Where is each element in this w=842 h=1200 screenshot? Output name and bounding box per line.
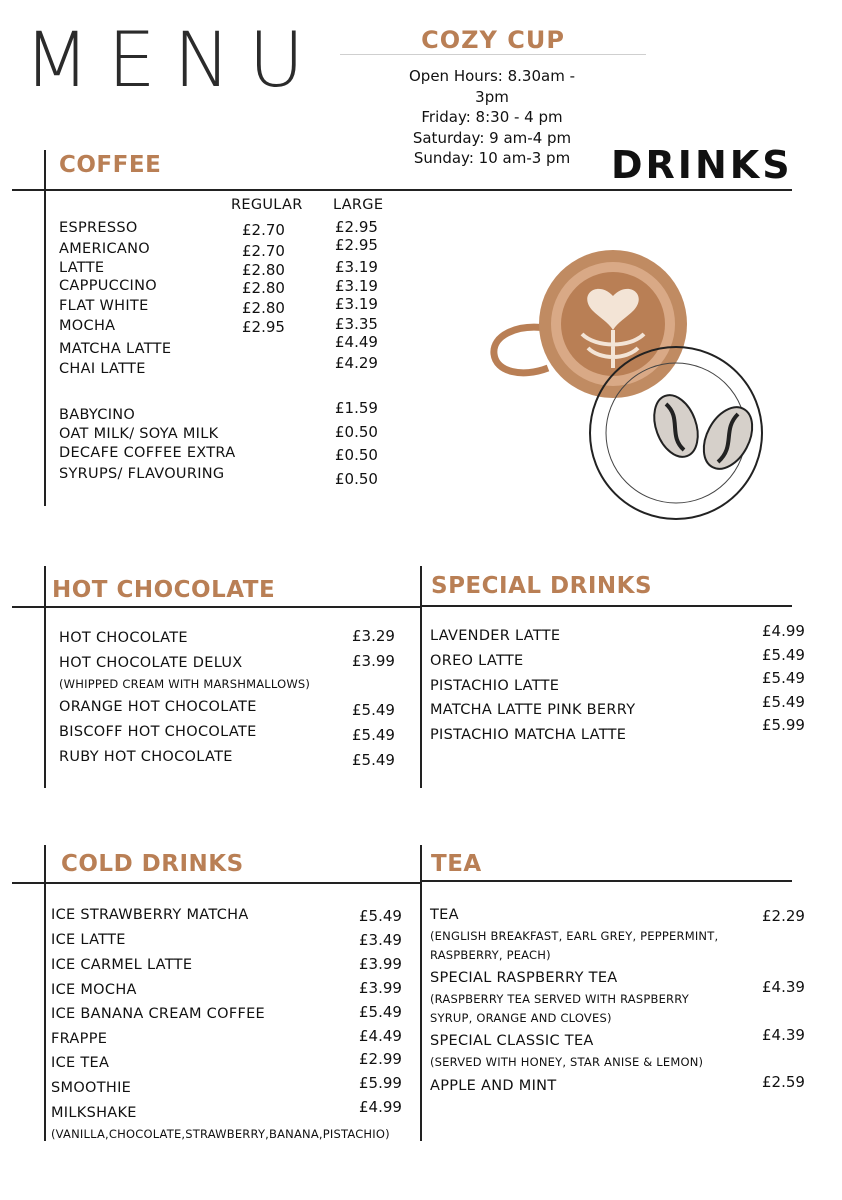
opening-hours — [392, 66, 592, 169]
coffee-extra-price: £0.50 — [335, 423, 378, 441]
special-drinks-vertical-rule — [420, 566, 422, 788]
coffee-regular-price: £2.80 — [242, 279, 285, 297]
milkshake-flavours-note: (VANILLA,CHOCOLATE,STRAWBERRY,BANANA,PISTACHIO) — [51, 1127, 390, 1141]
coffee-large-price: £2.95 — [335, 218, 378, 236]
coffee-section-title: COFFEE — [59, 152, 162, 178]
coffee-regular-price: £2.80 — [242, 299, 285, 317]
hot-chocolate-item-name: HOT CHOCOLATE DELUX — [59, 655, 243, 671]
hot-chocolate-price: £5.49 — [352, 701, 395, 719]
coffee-extra-name: DECAFE COFFEE EXTRA — [59, 445, 236, 461]
coffee-item-name: CHAI LATTE — [59, 361, 146, 377]
coffee-item-name: LATTE — [59, 260, 105, 276]
cold-drink-price: £5.49 — [359, 907, 402, 925]
hours-line: Saturday: 9 am-4 pm — [412, 128, 572, 147]
tea-item-price: £2.29 — [762, 907, 805, 925]
special-drink-price: £4.99 — [762, 622, 805, 640]
hot-chocolate-horizontal-rule — [12, 606, 422, 608]
coffee-item-name: ESPRESSO — [59, 220, 138, 236]
cold-drink-name: ICE BANANA CREAM COFFEE — [51, 1006, 266, 1022]
drinks-heading: DRINKS — [611, 143, 793, 187]
special-drink-price: £5.99 — [762, 716, 805, 734]
cold-drink-name: FRAPPE — [51, 1031, 108, 1047]
coffee-extra-price: £1.59 — [335, 399, 378, 417]
coffee-regular-price: £2.95 — [242, 318, 285, 336]
coffee-extra-name: SYRUPS/ FLAVOURING — [59, 466, 225, 482]
hot-chocolate-price: £3.99 — [352, 652, 395, 670]
hot-chocolate-item-name: ORANGE HOT CHOCOLATE — [59, 699, 257, 715]
coffee-large-price: £2.95 — [335, 236, 378, 254]
cold-drink-name: ICE MOCHA — [51, 982, 137, 998]
coffee-large-price: £4.49 — [335, 333, 378, 351]
tea-item-note: (RASPBERRY TEA SERVED WITH RASPBERRY — [430, 992, 689, 1006]
coffee-item-name: MOCHA — [59, 318, 116, 334]
coffee-large-price: £3.19 — [335, 295, 378, 313]
cold-drink-price: £2.99 — [359, 1050, 402, 1068]
cold-drink-name: ICE CARMEL LATTE — [51, 957, 193, 973]
coffee-large-price: £3.19 — [335, 277, 378, 295]
special-drinks-horizontal-rule — [422, 605, 792, 607]
hot-chocolate-price: £3.29 — [352, 627, 395, 645]
coffee-item-name: AMERICANO — [59, 241, 150, 257]
hours-line: Open Hours: 8.30am - — [409, 67, 575, 85]
tea-item-name: APPLE AND MINT — [430, 1078, 557, 1094]
coffee-cup-illustration — [486, 236, 832, 546]
cold-drink-name: ICE LATTE — [51, 932, 126, 948]
coffee-vertical-rule — [44, 150, 46, 506]
tea-vertical-rule — [420, 845, 422, 1141]
cold-drink-name: MILKSHAKE — [51, 1105, 137, 1121]
coffee-extra-price: £0.50 — [335, 470, 378, 488]
hot-chocolate-price: £5.49 — [352, 726, 395, 744]
special-drink-name: OREO LATTE — [430, 653, 524, 669]
tea-horizontal-rule — [422, 880, 792, 882]
special-drink-price: £5.49 — [762, 693, 805, 711]
coffee-regular-price: £2.80 — [242, 261, 285, 279]
cold-drinks-section-title: COLD DRINKS — [61, 851, 244, 877]
coffee-item-name: FLAT WHITE — [59, 298, 149, 314]
coffee-regular-price: £2.70 — [242, 242, 285, 260]
hot-chocolate-price: £5.49 — [352, 751, 395, 769]
brand-name: COZY CUP — [421, 26, 565, 54]
hours-line: Friday: 8:30 - 4 pm — [421, 108, 563, 126]
tea-item-note: (SERVED WITH HONEY, STAR ANISE & LEMON) — [430, 1055, 704, 1069]
special-drink-price: £5.49 — [762, 669, 805, 687]
special-drink-price: £5.49 — [762, 646, 805, 664]
tea-item-note: SYRUP, ORANGE AND CLOVES) — [430, 1011, 612, 1025]
special-drinks-section-title: SPECIAL DRINKS — [431, 573, 653, 599]
hours-line: Sunday: 10 am-3 pm — [413, 149, 571, 167]
cold-drink-price: £3.99 — [359, 979, 402, 997]
coffee-item-name: MATCHA LATTE — [59, 341, 172, 357]
cold-drink-price: £4.99 — [359, 1098, 402, 1116]
special-drink-name: MATCHA LATTE PINK BERRY — [430, 702, 636, 718]
brand-divider — [340, 54, 646, 55]
tea-item-name: SPECIAL CLASSIC TEA — [430, 1033, 594, 1049]
cold-drink-price: £3.99 — [359, 955, 402, 973]
tea-item-price: £4.39 — [762, 1026, 805, 1044]
coffee-extra-name: BABYCINO — [59, 407, 136, 423]
hot-chocolate-vertical-rule — [44, 566, 46, 788]
hot-chocolate-item-name: RUBY HOT CHOCOLATE — [59, 749, 233, 765]
coffee-extra-name: OAT MILK/ SOYA MILK — [59, 426, 219, 442]
special-drink-name: LAVENDER LATTE — [430, 628, 561, 644]
hot-chocolate-section-title: HOT CHOCOLATE — [52, 577, 276, 603]
special-drink-name: PISTACHIO LATTE — [430, 678, 560, 694]
tea-section-title: TEA — [431, 851, 482, 877]
coffee-item-name: CAPPUCCINO — [59, 278, 157, 294]
cold-drinks-horizontal-rule — [12, 882, 422, 884]
coffee-regular-price: £2.70 — [242, 221, 285, 239]
cold-drink-price: £5.49 — [359, 1003, 402, 1021]
cold-drink-name: ICE TEA — [51, 1055, 110, 1071]
cold-drink-price: £5.99 — [359, 1074, 402, 1092]
coffee-large-price: £4.29 — [335, 354, 378, 372]
coffee-large-price: £3.35 — [335, 315, 378, 333]
tea-item-name: TEA — [430, 907, 459, 923]
coffee-extra-price: £0.50 — [335, 446, 378, 464]
tea-item-note: (ENGLISH BREAKFAST, EARL GREY, PEPPERMINT, — [430, 929, 719, 943]
cold-drink-price: £4.49 — [359, 1027, 402, 1045]
tea-item-name: SPECIAL RASPBERRY TEA — [430, 970, 618, 986]
tea-item-price: £2.59 — [762, 1073, 805, 1091]
cold-drink-price: £3.49 — [359, 931, 402, 949]
hot-chocolate-delux-note: (WHIPPED CREAM WITH MARSHMALLOWS) — [59, 677, 311, 691]
tea-item-price: £4.39 — [762, 978, 805, 996]
coffee-horizontal-rule — [12, 189, 792, 191]
cold-drinks-vertical-rule — [44, 845, 46, 1141]
cold-drink-name: SMOOTHIE — [51, 1080, 132, 1096]
coffee-large-price: £3.19 — [335, 258, 378, 276]
large-column-header: LARGE — [333, 197, 384, 213]
hot-chocolate-item-name: BISCOFF HOT CHOCOLATE — [59, 724, 257, 740]
special-drink-name: PISTACHIO MATCHA LATTE — [430, 727, 627, 743]
cold-drink-name: ICE STRAWBERRY MATCHA — [51, 907, 249, 923]
regular-column-header: REGULAR — [231, 197, 303, 213]
tea-item-note: RASPBERRY, PEACH) — [430, 948, 551, 962]
hours-line: 3pm — [475, 87, 509, 106]
hot-chocolate-item-name: HOT CHOCOLATE — [59, 630, 188, 646]
menu-title: MENU — [24, 15, 323, 104]
